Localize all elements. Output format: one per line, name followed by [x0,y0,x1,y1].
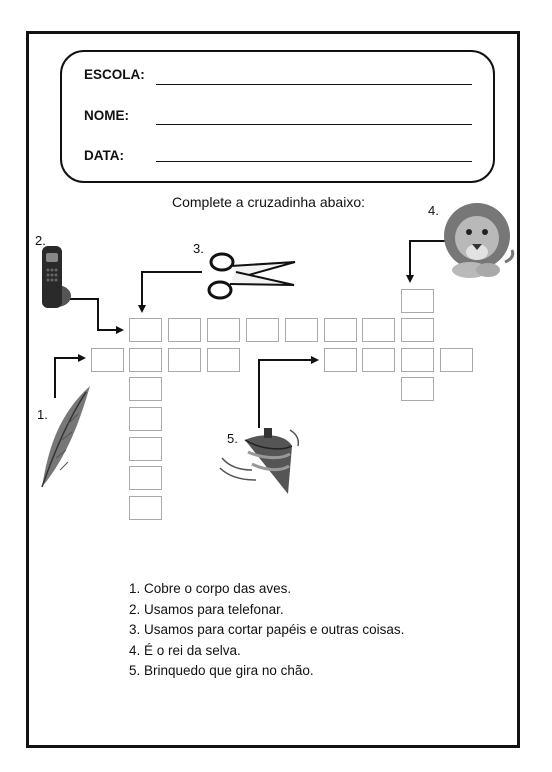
arrow-5 [259,360,317,428]
instruction-text: Complete a cruzadinha abaixo: [172,194,366,210]
clue-2: 2. Usamos para telefonar. [129,601,284,617]
marker-4: 4. [428,203,439,218]
clue-4: 4. É o rei da selva. [129,642,241,658]
date-label: DATA: [84,148,124,163]
marker-3: 3. [193,241,204,256]
spinning-top-icon [220,428,298,494]
marker-2: 2. [35,233,46,248]
arrow-1 [55,358,84,398]
cordless-phone-icon [42,246,71,308]
arrow-4 [410,241,446,281]
name-label: NOME: [84,108,129,123]
lion-icon [444,203,513,278]
clue-5: 5. Brinquedo que gira no chão. [129,663,314,678]
clue-1: 1. Cobre o corpo das aves. [129,581,292,596]
marker-5: 5. [227,431,238,446]
marker-1: 1. [37,407,48,422]
arrow-3 [142,272,202,311]
feather-icon [42,386,90,487]
school-label: ESCOLA: [84,67,145,82]
clue-list [129,579,404,682]
arrow-2 [70,299,122,330]
scissors-icon [209,254,295,298]
clue-3: 3. Usamos para cortar papéis e outras coisas. [129,622,405,637]
